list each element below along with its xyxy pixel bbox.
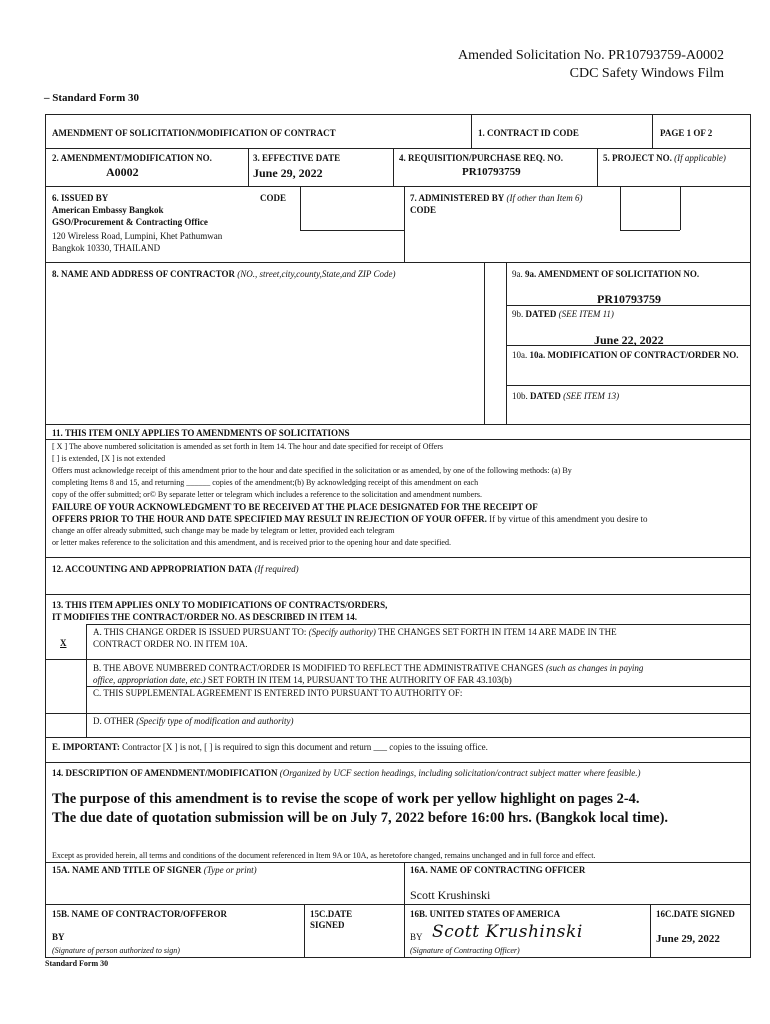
item-12-label: 12. ACCOUNTING AND APPROPRIATION DATA (If required) (52, 564, 299, 574)
page-label: PAGE 1 OF 2 (660, 128, 713, 138)
signature-note-right: (Signature of Contracting Officer) (410, 946, 520, 955)
issued-by-label: 6. ISSUED BY (52, 193, 109, 203)
amendment-no-label: 2. AMENDMENT/MODIFICATION NO. (52, 153, 212, 163)
field-16b-label: 16B. UNITED STATES OF AMERICA (410, 909, 561, 919)
item-11-warning-1: FAILURE OF YOUR ACKNOWLEDGMENT TO BE RECEIVED AT THE PLACE DESIGNATED FOR THE RECEIPT OF (52, 502, 538, 512)
item-13-heading-2: IT MODIFIES THE CONTRACT/ORDER NO. AS DESCRIBED IN ITEM 14. (52, 612, 357, 622)
item-13a-checkbox[interactable]: X (60, 638, 67, 648)
item-14-label: 14. DESCRIPTION OF AMENDMENT/MODIFICATION (Organized by UCF section headings, including solicitation/contract subject matter where feasible.) (52, 768, 641, 778)
project-title: CDC Safety Windows Film (569, 66, 724, 81)
administered-code-label: CODE (410, 205, 437, 215)
field-9b-value: June 22, 2022 (594, 333, 664, 347)
footer-form-name: Standard Form 30 (45, 959, 109, 968)
field-9a-label: 9a. 9a. AMENDMENT OF SOLICITATION NO. (512, 269, 700, 279)
signature-note-left: (Signature of person authorized to sign) (52, 946, 180, 955)
item-11-line-5: copy of the offer submitted; or© By separate letter or telegram which includes a reference to the solicitation and amendment numbers. (52, 490, 483, 499)
item-11-line-4: completing Items 8 and 15, and returning ______ copies of the amendment;(b) By acknowledging receipt of this amendment on each (52, 478, 479, 487)
project-no-label: 5. PROJECT NO. (If applicable) (603, 153, 726, 163)
item-13b-line-2: office, appropriation date, etc.) SET FORTH IN ITEM 14, PURSUANT TO THE AUTHORITY OF FAR 43.103(b) (93, 675, 512, 685)
amendment-no-value: A0002 (106, 165, 139, 179)
officer-signature: Scott Krushinski (432, 922, 583, 942)
issuer-address-2: Bangkok 10330, THAILAND (52, 243, 161, 253)
contractor-label: 8. NAME AND ADDRESS OF CONTRACTOR (NO., street,city,county,State,and ZIP Code) (52, 269, 396, 279)
effective-date-value: June 29, 2022 (253, 166, 323, 180)
item-11-heading: 11. THIS ITEM ONLY APPLIES TO AMENDMENTS OF SOLICITATIONS (52, 428, 350, 438)
field-15a-label: 15A. NAME AND TITLE OF SIGNER (Type or print) (52, 865, 257, 875)
field-16a-label: 16A. NAME OF CONTRACTING OFFICER (410, 865, 586, 875)
issuer-name: American Embassy Bangkok (52, 205, 164, 215)
important-note: E. IMPORTANT: Contractor [X ] is not, [ ] is required to sign this document and return ___ copies to the issuing office. (52, 742, 488, 752)
requisition-value: PR10793759 (462, 166, 521, 178)
by-left: BY (52, 932, 65, 942)
field-15c-label: 15C.DATE (310, 909, 353, 919)
effective-date-label: 3. EFFECTIVE DATE (253, 153, 341, 163)
purpose-line-1: The purpose of this amendment is to revise the scope of work per yellow highlight on pages 2-4. (52, 791, 640, 807)
item-13a-line-1: A. THIS CHANGE ORDER IS ISSUED PURSUANT TO: (Specify authority) THE CHANGES SET FORTH IN ITEM 14 ARE MADE IN THE (93, 627, 617, 637)
field-10b-label: 10b. DATED (SEE ITEM 13) (512, 391, 620, 401)
contract-id-label: 1. CONTRACT ID CODE (478, 128, 579, 138)
officer-name: Scott Krushinski (410, 888, 491, 902)
purpose-line-2: The due date of quotation submission will be on July 7, 2022 before 16:00 hrs. (Bangkok local time). (52, 810, 669, 826)
item-11-line-1: [ X ] The above numbered solicitation is amended as set forth in Item 14. The hour and date specified for receipt of Offers (52, 442, 443, 451)
issued-code-label: CODE (260, 193, 287, 203)
except-note: Except as provided herein, all terms and conditions of the document referenced in Item 9A or 10A, as heretofore changed, remains unchanged and in full force and effect. (52, 851, 596, 860)
item-11-warning-2: OFFERS PRIOR TO THE HOUR AND DATE SPECIFIED MAY RESULT IN REJECTION OF YOUR OFFER. If by virtue of this amendment you desire to (52, 514, 648, 524)
by-right: BY (410, 932, 423, 942)
item-13d-line: D. OTHER (Specify type of modification and authority) (93, 716, 294, 726)
item-13b-line-1: B. THE ABOVE NUMBERED CONTRACT/ORDER IS MODIFIED TO REFLECT THE ADMINISTRATIVE CHANGES (such as changes in paying (93, 663, 644, 673)
amendment-heading: AMENDMENT OF SOLICITATION/MODIFICATION OF CONTRACT (52, 128, 336, 138)
issuer-office: GSO/Procurement & Contracting Office (52, 217, 208, 227)
item-11-line-7: or letter makes reference to the solicitation and this amendment, and is received prior to the opening hour and date specified. (52, 538, 451, 547)
issuer-address-1: 120 Wireless Road, Lumpini, Khet Pathumwan (52, 231, 223, 241)
item-11-line-2: [ ] is extended, [X ] is not extended (52, 454, 166, 463)
field-15c-label-2: SIGNED (310, 920, 345, 930)
requisition-label: 4. REQUISITION/PURCHASE REQ. NO. (399, 153, 564, 163)
field-16c-label: 16C.DATE SIGNED (656, 909, 735, 919)
item-11-line-6: change an offer already submitted, such change may be made by telegram or letter, provided each telegram (52, 526, 395, 535)
field-10a-label: 10a. 10a. MODIFICATION OF CONTRACT/ORDER NO. (512, 350, 739, 360)
field-16c-value: June 29, 2022 (656, 933, 720, 945)
field-15b-label: 15B. NAME OF CONTRACTOR/OFFEROR (52, 909, 228, 919)
form-title: – Standard Form 30 (44, 92, 140, 104)
solicitation-number: Amended Solicitation No. PR10793759-A0002 (458, 48, 724, 63)
item-11-line-3: Offers must acknowledge receipt of this amendment prior to the hour and date specified in the solicitation or as amended, by one of the following methods: (a) By (52, 466, 572, 475)
field-9a-value: PR10793759 (597, 292, 661, 306)
administered-by-label: 7. ADMINISTERED BY (If other than Item 6) (410, 193, 583, 203)
field-9b-label: 9b. DATED (SEE ITEM 11) (512, 309, 614, 319)
item-13a-line-2: CONTRACT ORDER NO. IN ITEM 10A. (93, 639, 248, 649)
item-13-heading-1: 13. THIS ITEM APPLIES ONLY TO MODIFICATIONS OF CONTRACTS/ORDERS, (52, 600, 388, 610)
item-13c-line: C. THIS SUPPLEMENTAL AGREEMENT IS ENTERED INTO PURSUANT TO AUTHORITY OF: (93, 688, 463, 698)
